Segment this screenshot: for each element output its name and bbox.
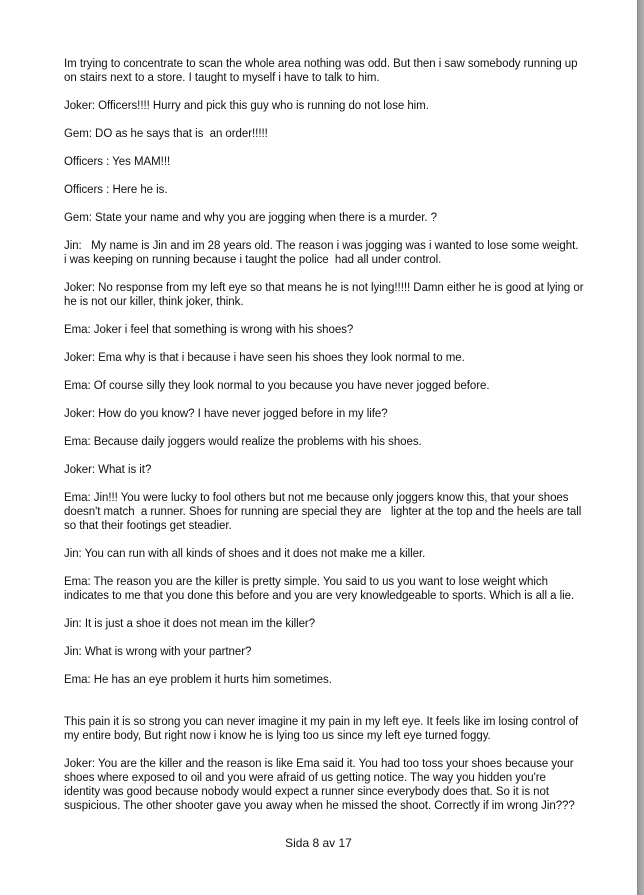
paragraph-dialogue: Ema: The reason you are the killer is pretty simple. You said to us you want to lose weight which indicates to me that you done this before and you are very knowledgeable to sports. Which is all a lie. — [64, 576, 575, 602]
paragraph-dialogue: Gem: State your name and why you are jogging when there is a murder. ? — [64, 212, 438, 224]
page-edge-shadow — [637, 0, 644, 895]
document-body — [64, 57, 587, 827]
paragraph-dialogue: Jin: My name is Jin and im 28 years old. The reason i was jogging was i wanted to lose some weight. i was keeping on running because i taught the police had all under control. — [64, 240, 582, 266]
paragraph-dialogue: Officers : Yes MAM!!! — [64, 156, 171, 168]
paragraph-narration-pain: This pain it is so strong you can never imagine it my pain in my left eye. It feels like im losing control of my entire body, But right now i know he is lying too us since my left eye turned foggy. — [64, 716, 582, 742]
paragraph-dialogue: Ema: Because daily joggers would realize the problems with his shoes. — [64, 436, 422, 448]
paragraph-dialogue: Ema: Of course silly they look normal to you because you have never jogged before. — [64, 380, 490, 392]
paragraph-dialogue: Joker: No response from my left eye so that means he is not lying!!!!! Damn either he is good at lying or he is not our killer, think joker, think. — [64, 282, 587, 308]
paragraph-dialogue: Ema: Joker i feel that something is wrong with his shoes? — [64, 324, 354, 336]
paragraph-dialogue: Jin: It is just a shoe it does not mean im the killer? — [64, 618, 316, 630]
paragraph-narration-intro: Im trying to concentrate to scan the whole area nothing was odd. But then i saw somebody running up on stairs next to a store. I taught to myself i have to talk to him. — [64, 58, 581, 84]
paragraph-dialogue: Ema: He has an eye problem it hurts him sometimes. — [64, 674, 332, 686]
paragraph-dialogue: Jin: You can run with all kinds of shoes and it does not make me a killer. — [64, 548, 426, 560]
paragraph-dialogue: Joker: You are the killer and the reason is like Ema said it. You had too toss your shoes because your shoes where exposed to oil and you were afraid of us getting notice. The way you hidden you're identity was good because nobody would expect a runner since everybody does that. So it is not suspicious. The other shooter gave you away when he missed the shoot. Correctly if im wrong Jin??? — [64, 758, 577, 812]
paragraph-dialogue: Ema: Jin!!! You were lucky to fool others but not me because only joggers know this, that your shoes doesn't match a runner. Shoes for running are special they are lighter at the top and the heels are tall so that their footings get steadier. — [64, 492, 585, 532]
paragraph-dialogue: Joker: Ema why is that i because i have seen his shoes they look normal to me. — [64, 352, 465, 364]
paragraph-dialogue: Officers : Here he is. — [64, 184, 168, 196]
page-number-footer: Sida 8 av 17 — [285, 836, 352, 850]
paragraph-dialogue: Jin: What is wrong with your partner? — [64, 646, 252, 658]
paragraph-dialogue: Joker: How do you know? I have never jogged before in my life? — [64, 408, 388, 420]
paragraph-dialogue: Joker: Officers!!!! Hurry and pick this guy who is running do not lose him. — [64, 100, 429, 112]
paragraph-dialogue: Gem: DO as he says that is an order!!!!! — [64, 128, 268, 140]
paragraph-dialogue: Joker: What is it? — [64, 464, 152, 476]
